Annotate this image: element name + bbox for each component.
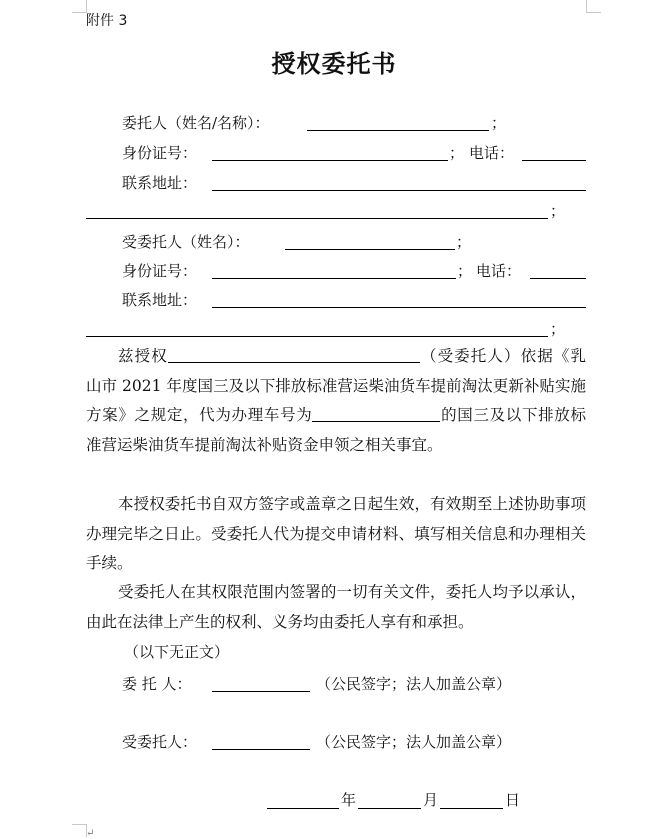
agent-address-blank-line2[interactable] xyxy=(86,336,548,337)
annex-label: 附件 3 xyxy=(86,13,128,29)
page-corner-marker xyxy=(72,824,87,837)
page-corner-marker xyxy=(586,0,601,13)
principal-id-separator: ； xyxy=(449,144,465,162)
vehicle-number-blank[interactable] xyxy=(312,403,440,422)
agent-address-end: ； xyxy=(550,320,566,338)
liability-paragraph: 受委托人在其权限范围内签署的一切有关文件，委托人均予以承认，由此在法律上产生的权利、义务均由委托人享有和承担。 xyxy=(86,583,586,631)
authorized-person-blank[interactable] xyxy=(168,344,420,363)
principal-address-blank-line2[interactable] xyxy=(86,218,548,219)
principal-name-label: 委托人（姓名/名称）： xyxy=(122,114,270,132)
text-cursor-marker: ↵ xyxy=(86,828,95,839)
validity-paragraph: 本授权委托书自双方签字或盖章之日起生效，有效期至上述协助事项办理完毕之日止。受委托人代为提交申请材料、填写相关信息和办理相关手续。 xyxy=(86,495,586,572)
signature-principal-blank[interactable] xyxy=(212,691,310,692)
authorization-paragraph xyxy=(86,342,586,460)
agent-address-label: 联系地址： xyxy=(122,291,198,309)
agent-name-label: 受委托人（姓名）： xyxy=(122,233,250,251)
principal-address-label: 联系地址： xyxy=(122,174,198,192)
principal-phone-label: 电话： xyxy=(469,144,515,162)
principal-phone-blank[interactable] xyxy=(522,160,586,161)
signature-agent-blank[interactable] xyxy=(212,749,310,750)
signature-principal-note: （公民签字；法人加盖公章） xyxy=(316,675,512,693)
signature-agent-label: 受委托人： xyxy=(122,733,198,751)
authorization-lead: 兹授权 xyxy=(118,347,168,365)
page-corner-marker xyxy=(72,0,87,13)
date-month-blank[interactable] xyxy=(358,808,421,809)
agent-id-blank[interactable] xyxy=(212,278,456,279)
date-year-blank[interactable] xyxy=(267,808,339,809)
date-day-label: 日 xyxy=(505,791,521,809)
agent-id-label: 身份证号： xyxy=(122,262,198,280)
document-title: 授权委托书 xyxy=(271,50,397,78)
principal-name-blank[interactable] xyxy=(307,130,489,131)
date-month-label: 月 xyxy=(423,791,439,809)
agent-phone-label: 电话： xyxy=(476,262,522,280)
signature-agent-note: （公民签字；法人加盖公章） xyxy=(316,733,512,751)
principal-id-blank[interactable] xyxy=(212,160,448,161)
agent-name-blank[interactable] xyxy=(285,249,455,250)
date-day-blank[interactable] xyxy=(440,808,503,809)
principal-name-end: ； xyxy=(491,114,507,132)
principal-address-blank[interactable] xyxy=(212,190,586,191)
agent-id-separator: ； xyxy=(457,262,473,280)
agent-name-end: ； xyxy=(456,233,472,251)
principal-id-label: 身份证号： xyxy=(122,144,198,162)
signature-principal-label: 委 托 人： xyxy=(122,675,192,693)
authorization-scope: 的国三及以下排放标准营运柴油货车提前淘汰补贴资金申领之相关事宜。 xyxy=(86,406,586,454)
no-text-below-note: （以下无正文） xyxy=(124,643,230,661)
authorization-basis: （受委托人）依据《乳山市 2021 年度国三及以下排放标准营运柴油货车提前淘汰更新补贴实施方案》之规定，代为办理车号为 xyxy=(86,347,586,424)
date-year-label: 年 xyxy=(341,791,357,809)
agent-address-blank[interactable] xyxy=(212,307,586,308)
principal-address-end: ； xyxy=(550,202,566,220)
agent-phone-blank[interactable] xyxy=(530,278,586,279)
